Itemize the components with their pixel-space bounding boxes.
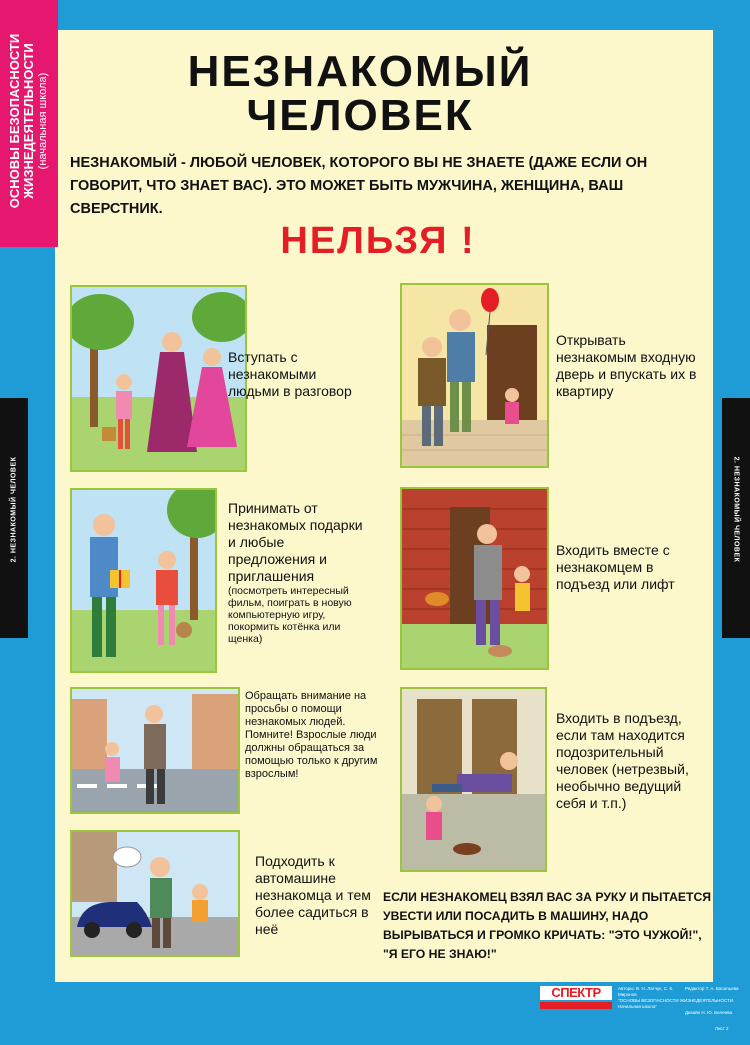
illustration-talk bbox=[70, 285, 247, 472]
rule-talk: Вступать с незнакомыми людьми в разговор bbox=[228, 349, 352, 399]
left-tab-label: 2. НЕЗНАКОМЫЙ ЧЕЛОВЕК bbox=[10, 456, 18, 563]
publisher-footer bbox=[540, 986, 746, 1042]
footer-authors: Авторы: В. Н. Латчук, С. К. Миронов bbox=[618, 986, 674, 997]
logo-underline bbox=[540, 1002, 612, 1009]
rule-car: Подходить к автомашине незнакомца и тем более садиться в неё bbox=[255, 853, 371, 937]
footer-sheet: Лист 2 bbox=[715, 1026, 729, 1031]
series-label-text bbox=[8, 4, 50, 238]
illustration-door bbox=[400, 283, 549, 468]
poster-title bbox=[100, 47, 620, 140]
rule-gifts-main: Принимать от незнакомых подарки и любые предложения и приглашения bbox=[228, 500, 363, 584]
right-tab-label: 2. НЕЗНАКОМЫЙ ЧЕЛОВЕК bbox=[732, 456, 740, 563]
illustration-suspicious bbox=[400, 687, 547, 872]
series-line-2: ЖИЗНЕДЕЯТЕЛЬНОСТИ bbox=[21, 43, 36, 199]
right-side-tab bbox=[722, 398, 750, 638]
illustration-gifts bbox=[70, 488, 217, 673]
rule-entrance: Входить вместе с незнакомцем в подъезд или лифт bbox=[556, 542, 675, 592]
title-line-1: НЕЗНАКОМЫЙ bbox=[187, 47, 533, 96]
warning-text: ЕСЛИ НЕЗНАКОМЕЦ ВЗЯЛ ВАС ЗА РУКУ И ПЫТАЕТСЯ УВЕСТИ ИЛИ ПОСАДИТЬ В МАШИНУ, НАДО ВЫРЫВАТЬСЯ И ГРОМКО КРИЧАТЬ: "ЭТО ЧУЖОЙ!", "Я ЕГО НЕ ЗНАЮ!" bbox=[383, 890, 712, 961]
illustration-car bbox=[70, 830, 240, 957]
illustration-help bbox=[70, 687, 240, 814]
rule-suspicious: Входить в подъезд, если там находится подозрительный человек (нетрезвый, необычно ведущий себя и т.п.) bbox=[556, 710, 689, 811]
footer-editor: Редактор Т. А. Васильева bbox=[685, 986, 739, 991]
forbidden-heading: НЕЛЬЗЯ ! bbox=[280, 220, 476, 262]
rule-gifts bbox=[228, 500, 373, 645]
publisher-logo: СПЕКТР bbox=[540, 986, 612, 1000]
rule-help: Обращать внимание на просьбы о помощи незнакомых людей. Помните! Взрослые люди должны обращаться за помощью только к другим взрослым! bbox=[245, 690, 378, 780]
series-label bbox=[0, 0, 58, 247]
footer-series: "ОСНОВЫ БЕЗОПАСНОСТИ ЖИЗНЕДЕЯТЕЛЬНОСТИ. Начальная школа" bbox=[618, 998, 735, 1009]
footer-designer: Дизайн Н. Ю. Белеева bbox=[685, 1010, 732, 1015]
title-line-2: ЧЕЛОВЕК bbox=[246, 91, 474, 140]
series-line-3: (начальная школа) bbox=[37, 72, 49, 170]
rule-gifts-note: (посмотреть интересный фильм, поиграть в новую компьютерную игру, покормить котёнка или щенка) bbox=[228, 585, 352, 645]
intro-text: НЕЗНАКОМЫЙ - ЛЮБОЙ ЧЕЛОВЕК, КОТОРОГО ВЫ НЕ ЗНАЕТЕ (ДАЖЕ ЕСЛИ ОН ГОВОРИТ, ЧТО ЗНАЕТ ВАС). ЭТО МОЖЕТ БЫТЬ МУЖЧИНА, ЖЕНЩИНА, ВАШ СВЕРСТНИК. bbox=[70, 155, 648, 217]
series-line-1: ОСНОВЫ БЕЗОПАСНОСТИ bbox=[7, 33, 22, 209]
illustration-entrance bbox=[400, 487, 549, 670]
rule-door: Открывать незнакомым входную дверь и впускать их в квартиру bbox=[556, 332, 697, 399]
left-side-tab bbox=[0, 398, 28, 638]
